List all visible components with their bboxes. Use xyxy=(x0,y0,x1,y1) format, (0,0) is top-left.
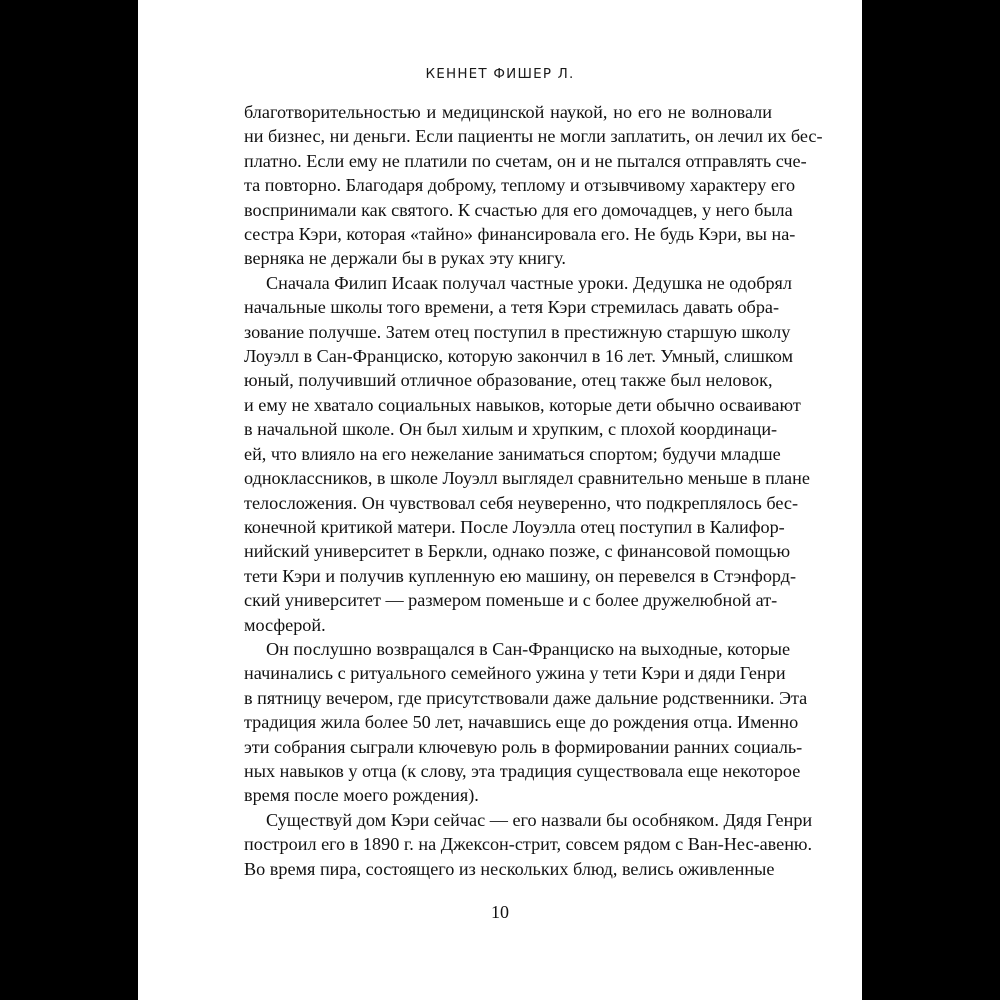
body-text xyxy=(244,100,823,881)
text-line: мосферой. xyxy=(244,614,326,635)
text-line: начальные школы того времени, а тетя Кэри стремилась давать обра- xyxy=(244,297,780,318)
running-head: КЕННЕТ ФИШЕР Л. xyxy=(425,66,575,82)
text-line: тети Кэри и получив купленную ею машину, он перевелся в Стэнфорд- xyxy=(244,565,797,586)
text-line: Существуй дом Кэри сейчас — его назвали бы особняком. Дядя Генри xyxy=(266,809,813,830)
text-line: зование получше. Затем отец поступил в престижную старшую школу xyxy=(244,321,791,342)
text-line: ей, что влияло на его нежелание заниматься спортом; будучи младше xyxy=(244,443,781,464)
text-line: начинались с ритуального семейного ужина у тети Кэри и дяди Генри xyxy=(244,663,786,684)
text-line: ни бизнес, ни деньги. Если пациенты не могли заплатить, он лечил их бес- xyxy=(244,126,823,147)
page-number: 10 xyxy=(491,902,509,922)
text-line: в пятницу вечером, где присутствовали даже дальние родственники. Эта xyxy=(244,687,808,708)
text-line: время после моего рождения). xyxy=(244,785,479,806)
text-line: в начальной школе. Он был хилым и хрупким, с плохой координаци- xyxy=(244,419,778,440)
text-line: та повторно. Благодаря доброму, теплому и отзывчивому характеру его xyxy=(244,175,796,196)
text-line: телосложения. Он чувствовал себя неуверенно, что подкреплялось бес- xyxy=(244,492,799,513)
book-page xyxy=(138,0,862,1000)
text-line: нийский университет в Беркли, однако позже, с финансовой помощью xyxy=(244,541,791,562)
text-line: платно. Если ему не платили по счетам, он и не пытался отправлять сче- xyxy=(244,150,807,171)
text-line: верняка не держали бы в руках эту книгу. xyxy=(244,248,566,269)
text-line: конечной критикой матери. После Лоуэлла отец поступил в Калифор- xyxy=(244,516,785,537)
text-line: Он послушно возвращался в Сан-Франциско на выходные, которые xyxy=(266,638,791,659)
text-line: ных навыков у отца (к слову, эта традиция существовала еще некоторое xyxy=(244,760,801,781)
text-line: сестра Кэри, которая «тайно» финансировала его. Не будь Кэри, вы на- xyxy=(244,224,796,245)
text-line: построил его в 1890 г. на Джексон-стрит, совсем рядом с Ван-Нес-авеню. xyxy=(244,834,813,855)
text-line: Сначала Филип Исаак получал частные уроки. Дедушка не одобрял xyxy=(266,272,792,293)
text-line: Лоуэлл в Сан-Франциско, которую закончил в 16 лет. Умный, слишком xyxy=(244,346,794,367)
text-line: юный, получивший отличное образование, отец также был неловок, xyxy=(244,370,773,391)
text-line: одноклассников, в школе Лоуэлл выглядел сравнительно меньше в плане xyxy=(244,468,810,489)
text-line: традиция жила более 50 лет, начавшись еще до рождения отца. Именно xyxy=(244,712,799,733)
text-line: Во время пира, состоящего из нескольких блюд, велись оживленные xyxy=(244,858,775,879)
text-line: эти собрания сыграли ключевую роль в формировании ранних социаль- xyxy=(244,736,803,757)
text-line: воспринимали как святого. К счастью для его домочадцев, у него была xyxy=(244,199,793,220)
text-line: и ему не хватало социальных навыков, которые дети обычно осваивают xyxy=(244,394,801,415)
text-line: благотворительностью и медицинской наукой, но его не волновали xyxy=(244,102,772,122)
text-line: ский университет — размером поменьше и с более дружелюбной ат- xyxy=(244,590,778,611)
